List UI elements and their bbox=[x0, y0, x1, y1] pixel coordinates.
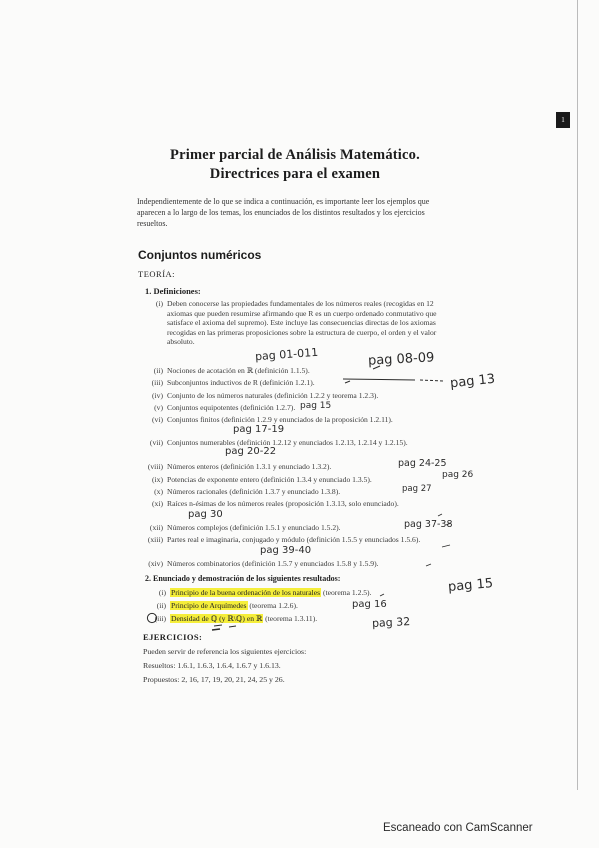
definition-item bbox=[143, 438, 449, 448]
highlighted-text: Densidad de ℚ (y ℝ\ℚ) en ℝ bbox=[171, 614, 263, 623]
title-line-2: Directrices para el examen bbox=[209, 166, 381, 182]
title-line-1: Primer parcial de Análisis Matemático. bbox=[170, 147, 420, 163]
document-title bbox=[160, 146, 430, 184]
item-number: (x) bbox=[154, 487, 163, 496]
result-item bbox=[146, 588, 372, 598]
item-text: Nociones de acotación en ℝ (definición 1.1.5). bbox=[167, 366, 310, 375]
item-text: Deben conocerse las propiedades fundamentales de los números reales (recogidas en 12 axiomas que pueden resumirse afirmando que R es un cuerpo ordenado conmutativo que satisface el axioma del supremo). Este incluye las consecuencias directas de los axiomas recogidas en las primeras proposiciones sobre la estructura de cuerpo, el orden y el valor absoluto. bbox=[167, 299, 437, 347]
item-number: (ix) bbox=[152, 475, 163, 484]
definiciones-heading: 1. Definiciones: bbox=[145, 286, 201, 296]
handwritten-note: pag 20-22 bbox=[225, 446, 277, 457]
item-number: (ii) bbox=[153, 366, 163, 375]
teoria-heading: TEORÍA: bbox=[138, 269, 176, 279]
handwritten-note: pag 27 bbox=[402, 484, 432, 494]
definition-item bbox=[143, 403, 295, 413]
item-number: (xi) bbox=[152, 499, 163, 508]
resultados-heading: 2. Enunciado y demostración de los siguientes resultados: bbox=[145, 574, 341, 583]
result-item bbox=[146, 614, 317, 624]
definition-item bbox=[143, 535, 449, 545]
item-text: Partes real e imaginaria, conjugado y módulo (definición 1.5.5 y enunciados 1.5.6). bbox=[167, 535, 421, 544]
item-number: (vii) bbox=[149, 438, 163, 447]
item-number: (viii) bbox=[147, 462, 163, 471]
handwritten-note: pag 15 bbox=[447, 576, 494, 595]
definition-item bbox=[143, 499, 449, 509]
definition-item bbox=[143, 487, 340, 497]
handwritten-note: pag 24-25 bbox=[398, 458, 447, 469]
item-text: Conjuntos finitos (definición 1.2.9 y enunciados de la proposición 1.2.11). bbox=[167, 415, 393, 424]
handwritten-note: pag 32 bbox=[371, 615, 411, 630]
definition-item bbox=[143, 559, 379, 569]
item-text: Números enteros (definición 1.3.1 y enunciado 1.3.2). bbox=[167, 462, 332, 471]
definition-item bbox=[143, 299, 449, 347]
ejercicios-heading: EJERCICIOS: bbox=[143, 632, 203, 642]
intro-paragraph: Independientemente de lo que se indica a continuación, es importante leer los ejemplos que aparecen a lo largo de los temas, los enunciados de los distintos resultados y los ejercicios resueltos. bbox=[137, 197, 430, 228]
section-heading: Conjuntos numéricos bbox=[138, 248, 262, 262]
page-number-badge: 1 bbox=[556, 112, 570, 128]
ejercicios-intro: Pueden servir de referencia los siguientes ejercicios: bbox=[143, 647, 307, 656]
handwritten-note: pag 16 bbox=[352, 599, 387, 610]
item-reference: (teorema 1.2.5). bbox=[321, 588, 372, 597]
handwritten-note: pag 01-011 bbox=[254, 345, 319, 364]
item-number: (xii) bbox=[149, 523, 163, 532]
definition-item bbox=[143, 378, 315, 388]
item-number: (iv) bbox=[152, 391, 163, 400]
item-reference: (teorema 1.2.6). bbox=[247, 601, 298, 610]
handwritten-note: pag 13 bbox=[449, 371, 496, 392]
handwritten-note: pag 30 bbox=[188, 509, 223, 520]
item-number: (xiv) bbox=[148, 559, 163, 568]
item-text: Conjuntos numerables (definición 1.2.12 y enunciados 1.2.13, 1.2.14 y 1.2.15). bbox=[167, 438, 408, 447]
item-text: Raíces n-ésimas de los números reales (proposición 1.3.13, solo enunciado). bbox=[167, 499, 399, 508]
definition-item bbox=[143, 391, 378, 401]
item-text: Subconjuntos inductivos de R (definición 1.2.1). bbox=[167, 378, 315, 387]
item-number: (ii) bbox=[156, 601, 166, 610]
item-text: Conjunto de los números naturales (definición 1.2.2 y teorema 1.2.3). bbox=[167, 391, 379, 400]
handwritten-note: pag 26 bbox=[442, 470, 474, 480]
item-number: (vi) bbox=[152, 415, 163, 424]
item-text: Números racionales (definición 1.3.7 y enunciado 1.3.8). bbox=[167, 487, 341, 496]
handwritten-note: pag 08-09 bbox=[367, 350, 435, 369]
item-number: (i) bbox=[158, 588, 166, 597]
page-edge bbox=[577, 0, 578, 790]
highlighted-text: Principio de la buena ordenación de los naturales bbox=[171, 588, 321, 597]
ejercicios-resueltos: Resueltos: 1.6.1, 1.6.3, 1.6.4, 1.6.7 y 1.6.13. bbox=[143, 661, 281, 670]
definition-item bbox=[143, 475, 372, 485]
handwritten-note: pag 17-19 bbox=[233, 424, 285, 435]
item-text: Conjuntos equipotentes (definición 1.2.7). bbox=[167, 403, 296, 412]
item-text: Números complejos (definición 1.5.1 y enunciado 1.5.2). bbox=[167, 523, 341, 532]
ejercicios-propuestos: Propuestos: 2, 16, 17, 19, 20, 21, 24, 25 y 26. bbox=[143, 675, 285, 684]
item-reference: (teorema 1.3.11). bbox=[263, 614, 318, 623]
item-text: Números combinatorios (definición 1.5.7 y enunciados 1.5.8 y 1.5.9). bbox=[167, 559, 379, 568]
item-number: (i) bbox=[155, 299, 163, 308]
definition-item bbox=[143, 523, 341, 533]
definition-item bbox=[143, 415, 449, 425]
handwritten-note: pag 37-38 bbox=[404, 519, 453, 530]
item-number: (xiii) bbox=[147, 535, 163, 544]
result-item bbox=[146, 601, 298, 611]
scanner-watermark: Escaneado con CamScanner bbox=[383, 822, 533, 834]
highlighted-text: Principio de Arquímedes bbox=[171, 601, 247, 610]
item-number: (iii) bbox=[151, 378, 163, 387]
definition-item bbox=[143, 366, 310, 376]
handwritten-note: pag 39-40 bbox=[260, 545, 312, 556]
item-number: (v) bbox=[154, 403, 163, 412]
definition-item bbox=[143, 462, 331, 472]
item-text: Potencias de exponente entero (definición 1.3.4 y enunciado 1.3.5). bbox=[167, 475, 372, 484]
item-number: (iii) bbox=[154, 614, 166, 623]
handwritten-note: pag 15 bbox=[300, 401, 332, 411]
